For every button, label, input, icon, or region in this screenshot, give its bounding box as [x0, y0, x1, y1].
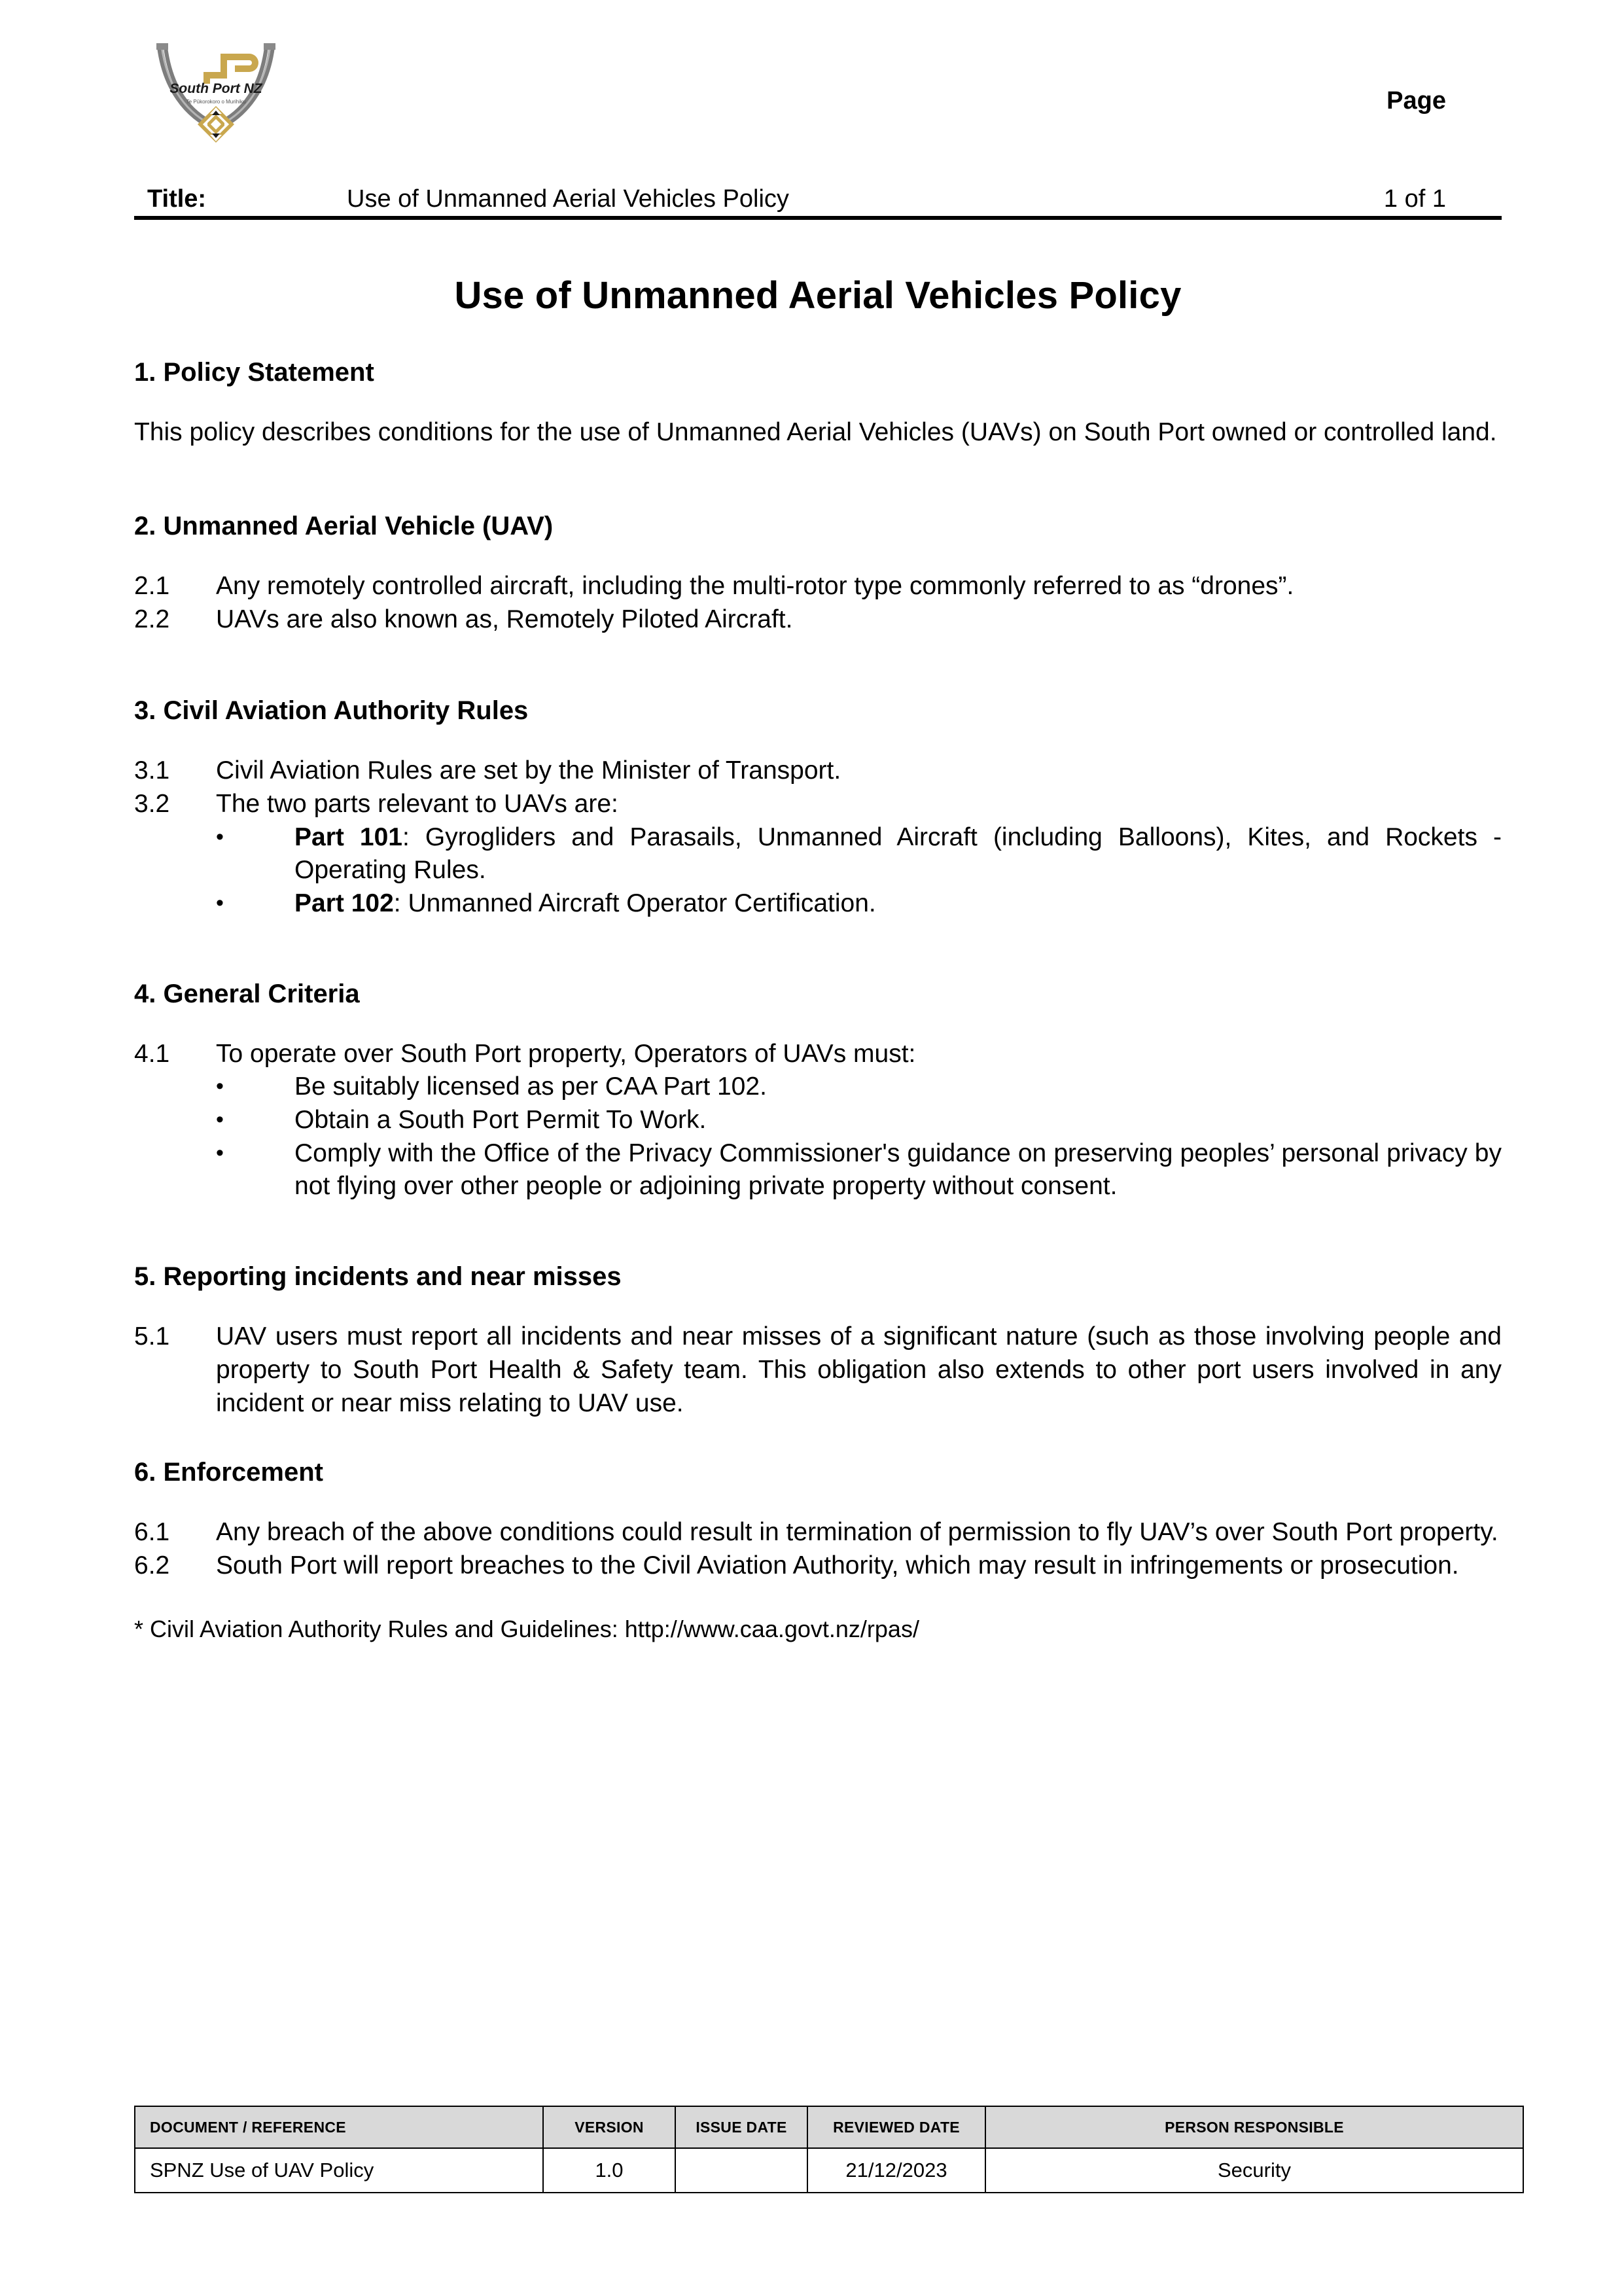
numbered-list — [134, 1516, 1502, 1582]
list-item — [134, 570, 1502, 603]
logo-icon — [147, 25, 285, 149]
list-item — [134, 1320, 1502, 1420]
document-control-table — [134, 2106, 1502, 2193]
footer-table — [134, 2106, 1524, 2193]
item-number: 2.2 — [134, 605, 170, 633]
item-number: 3.1 — [134, 756, 170, 785]
page-title: Use of Unmanned Aerial Vehicles Policy — [454, 274, 1182, 317]
section-heading: 1. Policy Statement — [134, 358, 374, 387]
page-number: 1 of 1 — [1383, 185, 1446, 213]
list-item — [134, 1549, 1502, 1583]
item-text: Civil Aviation Rules are set by the Minister of Transport. — [216, 756, 841, 785]
col-person-responsible: PERSON RESPONSIBLE — [985, 2106, 1523, 2148]
numbered-list — [134, 570, 1502, 636]
col-document-reference: DOCUMENT / REFERENCE — [135, 2106, 543, 2148]
numbered-list — [134, 1038, 1502, 1071]
list-item — [134, 1038, 1502, 1071]
section-heading: 6. Enforcement — [134, 1458, 323, 1487]
numbered-list — [134, 1320, 1502, 1420]
list-item — [134, 603, 1502, 637]
item-number: 4.1 — [134, 1039, 170, 1068]
cell-issue-date — [675, 2148, 807, 2193]
south-port-nz-logo — [147, 25, 285, 149]
item-number: 3.2 — [134, 789, 170, 818]
item-text: UAV users must report all incidents and near misses of a significant nature (such as those involving people and property to South Port Health & Safety team. This obligation also extends to other port users involved in any incident or near miss relating to UAV use. — [216, 1322, 1502, 1417]
list-item — [134, 754, 1502, 788]
document-body — [134, 262, 1502, 1644]
section-5 — [134, 1262, 1502, 1420]
list-item — [134, 1104, 1502, 1137]
cell-document-reference: SPNZ Use of UAV Policy — [135, 2148, 543, 2193]
item-text: South Port will report breaches to the Civil Aviation Authority, which may result in infringements or prosecution. — [216, 1551, 1459, 1580]
item-number: 2.1 — [134, 571, 170, 600]
section-3 — [134, 696, 1502, 920]
document-header — [134, 25, 1505, 213]
item-text: To operate over South Port property, Operators of UAVs must: — [216, 1039, 916, 1068]
item-text: Any remotely controlled aircraft, including the multi-rotor type commonly referred to as “drones”. — [216, 571, 1294, 600]
bullet-icon: • — [216, 1074, 224, 1099]
bullet-icon: • — [216, 1140, 224, 1165]
bullet-list — [134, 1070, 1502, 1203]
section-heading: 3. Civil Aviation Authority Rules — [134, 696, 529, 726]
item-text: UAVs are also known as, Remotely Piloted Aircraft. — [216, 605, 793, 633]
page-label: Page — [1386, 87, 1446, 115]
item-number: 6.2 — [134, 1551, 170, 1580]
bullet-list — [134, 821, 1502, 921]
bullet-rest: : Unmanned Aircraft Operator Certification. — [393, 889, 876, 918]
bullet-icon: • — [216, 891, 224, 916]
logo-tagline-text: Te Pūkorokoro o Murihiku — [186, 99, 246, 105]
cell-person-responsible: Security — [985, 2148, 1523, 2193]
bullet-text — [294, 821, 1502, 887]
header-title-value: Use of Unmanned Aerial Vehicles Policy — [347, 185, 789, 213]
list-item — [134, 788, 1502, 821]
table-row — [135, 2148, 1523, 2193]
bullet-text — [294, 887, 1502, 921]
bullet-text: Be suitably licensed as per CAA Part 102. — [294, 1072, 767, 1101]
list-item — [134, 1070, 1502, 1104]
numbered-list — [134, 754, 1502, 821]
cell-reviewed-date: 21/12/2023 — [807, 2148, 985, 2193]
list-item — [134, 1516, 1502, 1549]
section-paragraph: This policy describes conditions for the use of Unmanned Aerial Vehicles (UAVs) on South Port owned or controlled land. — [134, 418, 1497, 446]
cell-version: 1.0 — [543, 2148, 675, 2193]
item-number: 5.1 — [134, 1322, 170, 1351]
header-divider — [134, 216, 1502, 220]
section-2 — [134, 512, 1502, 636]
section-heading: 4. General Criteria — [134, 979, 360, 1008]
section-4 — [134, 980, 1502, 1203]
list-item — [134, 1137, 1502, 1203]
list-item — [134, 887, 1502, 921]
bullet-bold-label: Part 102 — [294, 889, 394, 918]
item-text: Any breach of the above conditions could result in termination of permission to fly UAV’s over South Port property. — [216, 1518, 1498, 1547]
section-heading: 2. Unmanned Aerial Vehicle (UAV) — [134, 511, 554, 540]
section-1 — [134, 358, 1502, 449]
logo-brand-text: South Port NZ — [169, 81, 262, 96]
col-reviewed-date: REVIEWED DATE — [807, 2106, 985, 2148]
col-version: VERSION — [543, 2106, 675, 2148]
footnote: * Civil Aviation Authority Rules and Guidelines: http://www.caa.govt.nz/rpas/ — [134, 1615, 919, 1642]
item-text: The two parts relevant to UAVs are: — [216, 789, 618, 818]
item-number: 6.1 — [134, 1518, 170, 1547]
bullet-rest: : Gyrogliders and Parasails, Unmanned Aircraft (including Balloons), Kites, and Rockets - Operating Rules. — [294, 822, 1502, 885]
table-header-row — [135, 2106, 1523, 2148]
section-6 — [134, 1458, 1502, 1582]
bullet-text: Obtain a South Port Permit To Work. — [294, 1106, 707, 1135]
bullet-text: Comply with the Office of the Privacy Commissioner's guidance on preserving peoples’ personal privacy by not flying over other people or adjoining private property without consent. — [294, 1139, 1502, 1201]
bullet-icon: • — [216, 824, 224, 849]
section-heading: 5. Reporting incidents and near misses — [134, 1262, 622, 1292]
title-label: Title: — [147, 185, 207, 213]
bullet-bold-label: Part 101 — [294, 822, 402, 851]
col-issue-date: ISSUE DATE — [675, 2106, 807, 2148]
bullet-icon: • — [216, 1107, 224, 1133]
list-item — [134, 821, 1502, 887]
